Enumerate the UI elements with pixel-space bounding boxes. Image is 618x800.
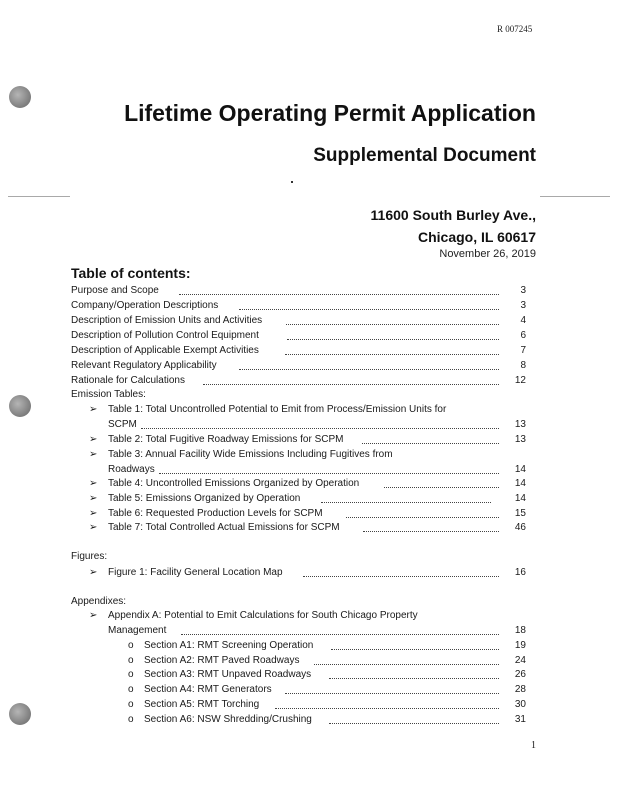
toc-entry-page: 7 — [520, 345, 526, 356]
toc-entry-page: 14 — [514, 478, 526, 489]
arrow-bullet-icon: ➢ — [89, 567, 98, 578]
toc-entry-label: Table 4: Uncontrolled Emissions Organized by Operation — [108, 478, 360, 489]
toc-entry[interactable] — [71, 698, 526, 712]
toc-entry-label: Table 6: Requested Production Levels for SCPM — [108, 508, 323, 519]
toc-entry-label: Management — [108, 625, 167, 636]
address-line-2: Chicago, IL 60617 — [417, 229, 536, 245]
circle-bullet-icon: o — [128, 684, 134, 695]
toc-entry-label: Section A1: RMT Screening Operation — [144, 640, 314, 651]
document-subtitle: Supplemental Document — [313, 145, 536, 166]
toc-entry-label: Roadways — [108, 464, 155, 475]
toc-leader — [203, 384, 499, 385]
toc-entry-page: 46 — [514, 522, 526, 533]
toc-entry[interactable] — [71, 284, 526, 298]
toc-entry[interactable] — [71, 521, 526, 535]
scan-line-left — [8, 196, 70, 197]
binder-hole-top — [9, 86, 31, 108]
toc-leader — [275, 708, 499, 709]
stray-mark — [291, 181, 293, 183]
binder-hole-middle — [9, 395, 31, 417]
toc-entry-label: Description of Pollution Control Equipment — [71, 330, 259, 341]
toc-entry[interactable] — [71, 492, 526, 506]
toc-entry-label: Section A2: RMT Paved Roadways — [144, 655, 300, 666]
toc-entry-label: Table 5: Emissions Organized by Operation — [108, 493, 301, 504]
toc-entry-label: Section A4: RMT Generators — [144, 684, 272, 695]
arrow-bullet-icon: ➢ — [89, 478, 98, 489]
toc-entry-continuation[interactable] — [71, 624, 526, 638]
toc-entry-label: Relevant Regulatory Applicability — [71, 360, 217, 371]
toc-entry[interactable] — [71, 609, 526, 623]
toc-entry-page: 24 — [514, 655, 526, 666]
toc-entry[interactable] — [71, 566, 526, 580]
toc-entry[interactable] — [71, 433, 526, 447]
toc-entry[interactable] — [71, 374, 526, 388]
toc-entry[interactable] — [71, 639, 526, 653]
toc-entry-label: SCPM — [108, 419, 137, 430]
arrow-bullet-icon: ➢ — [89, 434, 98, 445]
toc-entry[interactable] — [71, 359, 526, 373]
toc-leader — [286, 324, 499, 325]
toc-leader — [285, 354, 499, 355]
toc-entry[interactable] — [71, 314, 526, 328]
toc-entry[interactable] — [71, 668, 526, 682]
arrow-bullet-icon: ➢ — [89, 493, 98, 504]
toc-leader — [331, 649, 499, 650]
arrow-bullet-icon: ➢ — [89, 522, 98, 533]
toc-entry[interactable] — [71, 477, 526, 491]
toc-entry[interactable] — [71, 344, 526, 358]
toc-leader — [181, 634, 499, 635]
circle-bullet-icon: o — [128, 699, 134, 710]
toc-leader — [384, 487, 499, 488]
toc-leader — [239, 369, 499, 370]
toc-entry-label: Description of Emission Units and Activities — [71, 315, 263, 326]
toc-leader — [285, 693, 499, 694]
toc-entry[interactable] — [71, 448, 526, 462]
toc-leader — [321, 502, 491, 503]
circle-bullet-icon: o — [128, 655, 134, 666]
toc-leader — [314, 664, 499, 665]
toc-entry-page: 31 — [514, 714, 526, 725]
toc-entry-page: 3 — [520, 285, 526, 296]
toc-entry[interactable] — [71, 403, 526, 417]
toc-entry-page: 18 — [514, 625, 526, 636]
toc-entry[interactable] — [71, 683, 526, 697]
toc-entry-page: 6 — [520, 330, 526, 341]
arrow-bullet-icon: ➢ — [89, 508, 98, 519]
circle-bullet-icon: o — [128, 669, 134, 680]
toc-leader — [329, 723, 499, 724]
toc-entry-label: Description of Applicable Exempt Activities — [71, 345, 259, 356]
toc-entry[interactable] — [71, 299, 526, 313]
toc-entry-label: Appendix A: Potential to Emit Calculations for South Chicago Property — [108, 610, 418, 621]
toc-entry-page: 12 — [514, 375, 526, 386]
toc-entry-page: 3 — [520, 300, 526, 311]
toc-heading: Table of contents: — [71, 265, 191, 281]
toc-entry-label: Table 1: Total Uncontrolled Potential to Emit from Process/Emission Units for — [108, 404, 447, 415]
toc-entry-label: Section A5: RMT Torching — [144, 699, 260, 710]
circle-bullet-icon: o — [128, 640, 134, 651]
emission-tables-heading: Emission Tables: — [71, 389, 146, 400]
toc-entry-label: Table 3: Annual Facility Wide Emissions Including Fugitives from — [108, 449, 393, 460]
toc-entry-label: Purpose and Scope — [71, 285, 159, 296]
toc-entry-page: 16 — [514, 567, 526, 578]
address-line-1: 11600 South Burley Ave., — [370, 207, 536, 223]
toc-entry-page: 19 — [514, 640, 526, 651]
toc-entry-page: 8 — [520, 360, 526, 371]
document-date: November 26, 2019 — [439, 248, 536, 260]
toc-leader — [303, 576, 499, 577]
toc-leader — [141, 428, 499, 429]
toc-entry-label: Table 2: Total Fugitive Roadway Emissions for SCPM — [108, 434, 344, 445]
toc-leader — [346, 517, 499, 518]
toc-leader — [329, 678, 499, 679]
toc-entry-label: Company/Operation Descriptions — [71, 300, 219, 311]
page-number: 1 — [531, 740, 536, 751]
toc-entry[interactable] — [71, 713, 526, 727]
toc-entry[interactable] — [71, 329, 526, 343]
toc-entry-page: 13 — [514, 419, 526, 430]
toc-entry-label: Section A6: NSW Shredding/Crushing — [144, 714, 312, 725]
toc-entry-page: 26 — [514, 669, 526, 680]
arrow-bullet-icon: ➢ — [89, 404, 98, 415]
toc-leader — [159, 473, 499, 474]
toc-entry-label: Rationale for Calculations — [71, 375, 185, 386]
appendixes-heading: Appendixes: — [71, 596, 127, 607]
toc-leader — [362, 443, 499, 444]
toc-entry[interactable] — [71, 654, 526, 668]
arrow-bullet-icon: ➢ — [89, 449, 98, 460]
toc-entry-page: 13 — [514, 434, 526, 445]
scan-line-right — [540, 196, 610, 197]
bates-number: R 007245 — [497, 24, 533, 34]
toc-entry[interactable] — [71, 507, 526, 521]
circle-bullet-icon: o — [128, 714, 134, 725]
toc-entry-page: 14 — [514, 464, 526, 475]
document-title: Lifetime Operating Permit Application — [124, 100, 536, 126]
toc-entry-label: Figure 1: Facility General Location Map — [108, 567, 283, 578]
arrow-bullet-icon: ➢ — [89, 610, 98, 621]
toc-entry-page: 4 — [520, 315, 526, 326]
figures-heading: Figures: — [71, 551, 108, 562]
toc-leader — [239, 309, 499, 310]
toc-leader — [287, 339, 499, 340]
toc-entry-continuation[interactable] — [71, 463, 526, 477]
toc-entry-label: Section A3: RMT Unpaved Roadways — [144, 669, 312, 680]
toc-entry-page: 15 — [514, 508, 526, 519]
toc-entry-page: 28 — [514, 684, 526, 695]
toc-entry-continuation[interactable] — [71, 418, 526, 432]
toc-entry-page: 30 — [514, 699, 526, 710]
binder-hole-bottom — [9, 703, 31, 725]
toc-entry-label: Table 7: Total Controlled Actual Emissions for SCPM — [108, 522, 340, 533]
toc-leader — [179, 294, 499, 295]
toc-leader — [363, 531, 499, 532]
toc-entry-page: 14 — [514, 493, 526, 504]
